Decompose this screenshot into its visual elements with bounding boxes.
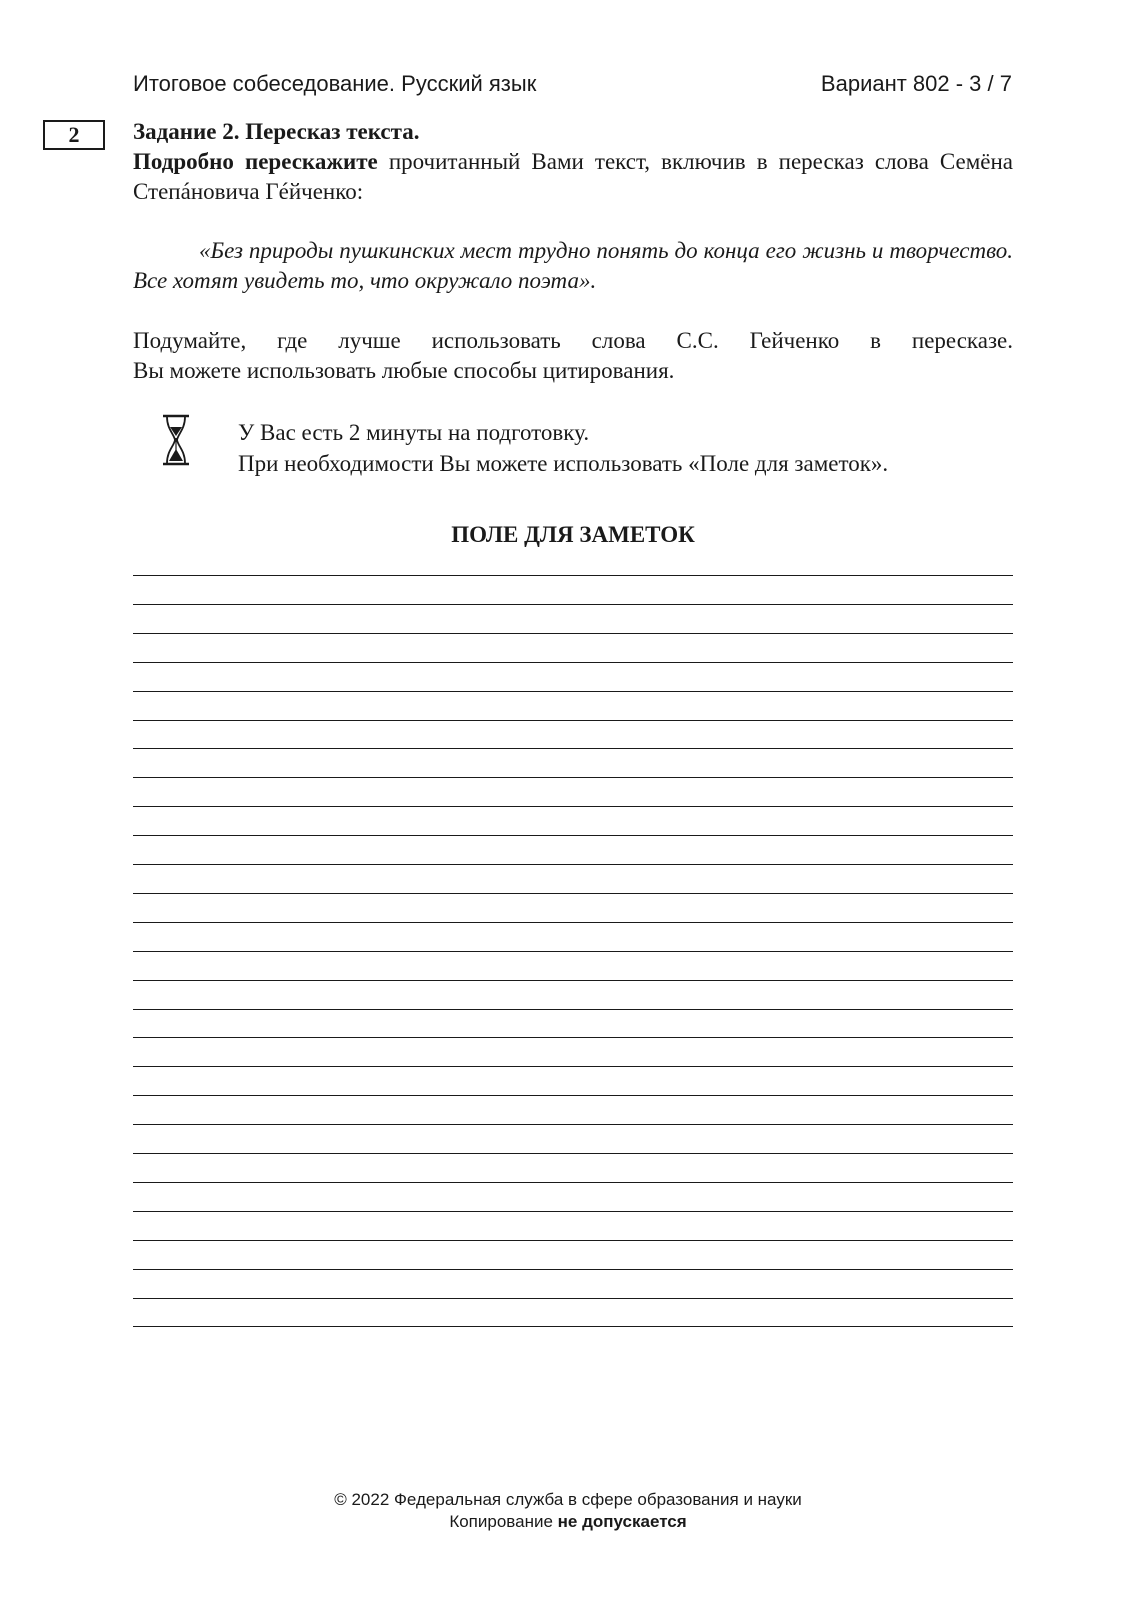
note-line [133, 835, 1013, 836]
notes-title: ПОЛЕ ДЛЯ ЗАМЕТОК [451, 522, 695, 547]
note-line [133, 1182, 1013, 1183]
task-hint [133, 326, 1013, 386]
prep-notes-text: При необходимости Вы можете использовать «Поле для заметок». [238, 451, 889, 476]
note-line [133, 1269, 1013, 1270]
note-line [133, 1095, 1013, 1096]
note-line [133, 575, 1013, 576]
prep-notice [238, 417, 1018, 479]
footer-copy-notice [0, 1511, 1136, 1533]
task-title: Задание 2. Пересказ текста. [133, 119, 420, 144]
footer-copy-emphasis: не допускается [557, 1512, 687, 1531]
note-line [133, 1211, 1013, 1212]
task-number-box: 2 [43, 120, 105, 150]
page-footer [0, 1489, 1136, 1533]
footer-copyright: © 2022 Федеральная служба в сфере образования и науки [334, 1490, 802, 1509]
note-line [133, 662, 1013, 663]
note-line [133, 1124, 1013, 1125]
note-line [133, 1153, 1013, 1154]
page-header-variant: Вариант 802 - 3 / 7 [820, 71, 1012, 96]
task-hint-line: Вы можете использовать любые способы цитирования. [133, 358, 675, 383]
note-line [133, 1066, 1013, 1067]
page-header-title: Итоговое собеседование. Русский язык [133, 71, 537, 96]
footer-copy-text: Копирование [449, 1512, 558, 1531]
note-line [133, 633, 1013, 634]
task-hint-line: Подумайте, где лучше использовать слова С.С. Гейченко в пересказе. [133, 328, 1013, 353]
task-instruction-text: прочитанный Вами текст, включив в пересказ слова Семёна Степáновича Гéйченко: [133, 149, 1013, 204]
note-line [133, 1037, 1013, 1038]
prep-time-text: У Вас есть 2 минуты на подготовку. [238, 420, 590, 445]
note-line [133, 864, 1013, 865]
note-line [133, 893, 1013, 894]
note-line [133, 1240, 1013, 1241]
note-line [133, 1009, 1013, 1010]
note-line [133, 720, 1013, 721]
note-line [133, 922, 1013, 923]
note-line [133, 691, 1013, 692]
note-line [133, 748, 1013, 749]
note-line [133, 1298, 1013, 1299]
note-line [133, 777, 1013, 778]
note-line [133, 604, 1013, 605]
hourglass-icon [162, 414, 190, 466]
task-instruction [133, 147, 1013, 207]
note-line [133, 980, 1013, 981]
quote-text: «Без природы пушкинских мест трудно понять до конца его жизнь и творчество. Все хотят увидеть то, что окружало поэта». [133, 238, 1013, 293]
notes-field[interactable] [133, 575, 1013, 1345]
task-instruction-emphasis: Подробно перескажите [133, 149, 378, 174]
note-line [133, 806, 1013, 807]
note-line [133, 951, 1013, 952]
note-line [133, 1326, 1013, 1327]
